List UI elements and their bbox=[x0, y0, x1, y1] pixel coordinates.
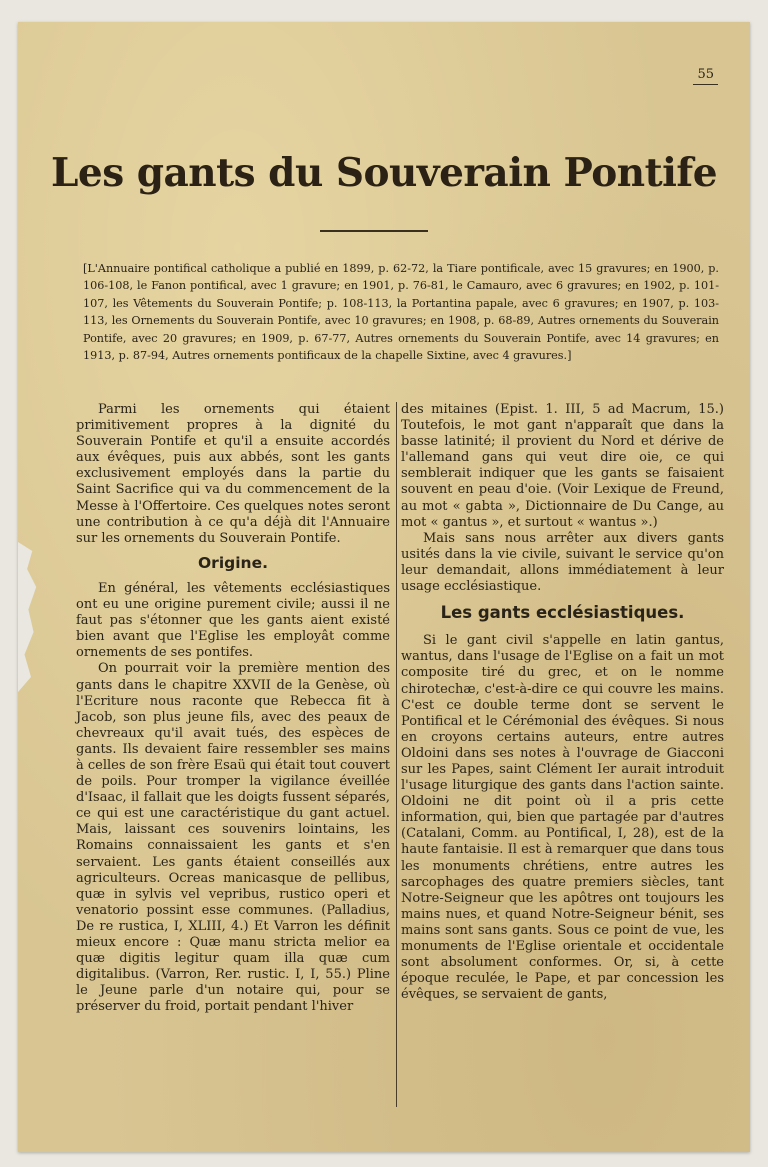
origine-paragraph-2: On pourrait voir la première mention des gants dans le chapitre XXVII de la Genèse, où l'Ecriture nous raconte que Rebecca fit à Jacob, son plus jeune fils, avec des peaux de chevreaux qu'il avait tués, des espèces de gants. Ils devaient faire ressembler ses mains à celles de son frère Esaü qui était tout couvert de poils. Pour tromper la vigilance éveillée d'Isaac, il fallait que les doigts fussent séparés, ce qui est une caractéristique du gant actuel. Mais, laissant ces souvenirs lointains, les Romains connaissaient les gants et s'en servaient. Les gants étaient conseillés aux agriculteurs. Ocreas manicasque de pellibus, quæ in sylvis vel vepribus, rustico operi et venatorio possint esse communes. (Palladius, De re rustica, I, XLIII, 4.) Et Varron les définit mieux encore : Quæ manu stricta melior ea quæ digitis legitur quam illa quæ cum digitalibus. (Varron, Rer. rustic. I, I, 55.) Pline le Jeune parle d'un notaire qui, pour se préserver du froid, portait pendant l'hiver bbox=[76, 661, 390, 1015]
ecclesiastical-paragraph: Si le gant civil s'appelle en latin gantus, wantus, dans l'usage de l'Eglise on a fait un mot composite tiré du grec, et on le nomme chirotechæ, c'est-à-dire ce qui couvre les mains. C'est ce double terme dont se servent le Pontifical et le Cérémonial des évêques. Si nous en croyons certains auteurs, entre autres Oldoini dans ses notes à l'ouvrage de Giacconi sur les Papes, saint Clément Ier aurait introduit l'usage liturgique des gants dans l'action sainte. Oldoini ne dit point où il a pris cette information, qui, bien que partagée par d'autres (Catalani, Comm. au Pontifical, I, 28), est de la haute fantaisie. Il est à remarquer que dans tous les monuments chrétiens, entre autres les sarcophages des quatre premiers siècles, tant Notre-Seigneur que les apôtres ont toujours les mains nues, et quand Notre-Seigneur bénit, ses mains sont sans gants. Sous ce point de vue, les monuments de l'Eglise orientale et occidentale sont absolument conformes. Or, si, à cette époque reculée, le Pape, et par concession les évêques, se servaient de gants, bbox=[401, 633, 724, 1003]
intro-paragraph: Parmi les ornements qui étaient primitivement propres à la dignité du Souverain Pontife et qu'il a ensuite accordés aux évêques, puis aux abbés, sont les gants exclusivement employés dans la partie du Saint Sacrifice qui va du commencement de la Messe à l'Offertoire. Ces quelques notes seront une contribution à ce qu'a déjà dit l'Annuaire sur les ornements du Souverain Pontife. bbox=[76, 402, 390, 546]
transition-paragraph: Mais sans nous arrêter aux divers gants usités dans la vie civile, suivant le service qu'on leur demandait, allons immédiatement à leur usage ecclésiastique. bbox=[401, 530, 724, 595]
page-title: Les gants du Souverain Pontife bbox=[50, 150, 718, 196]
column-divider bbox=[396, 402, 397, 1107]
right-column bbox=[401, 402, 724, 1003]
section-heading-origine: Origine. bbox=[198, 553, 268, 572]
continued-paragraph: des mitaines (Epist. 1. III, 5 ad Macrum, 15.) Toutefois, le mot gant n'apparaît que dans la basse latinité; il provient du Nord et dérive de l'allemand gans qui veut dire oie, ce qui semblerait indiquer que les gants se faisaient souvent en peau d'oie. (Voir Lexique de Freund, au mot « gabta », Dictionnaire de Du Cange, au mot « gantus », et surtout « wantus ».) bbox=[401, 402, 724, 530]
editorial-notice: [L'Annuaire pontifical catholique a publié en 1899, p. 62-72, la Tiare pontificale, avec 15 gravures; en 1900, p. 106-108, le Fanon pontifical, avec 1 gravure; en 1901, p. 76-81, le Camauro, avec 6 gravures; en 1902, p. 101-107, les Vêtements du Souverain Pontife; p. 108-113, la Portantina papale, avec 6 gravures; en 1907, p. 103-113, les Ornements du Souverain Pontife, avec 10 gravures; en 1908, p. 68-89, Autres ornements du Souverain Pontife, avec 20 gravures; en 1909, p. 67-77, Autres ornements du Souverain Pontife, avec 14 gravures; en 1913, p. 87-94, Autres ornements pontificaux de la chapelle Sixtine, avec 4 gravures.] bbox=[83, 262, 719, 363]
section-heading-gants-ecclesiastiques: Les gants ecclésiastiques. bbox=[440, 603, 685, 623]
document-page bbox=[18, 22, 750, 1152]
title-divider bbox=[320, 230, 428, 232]
page-number: 55 bbox=[693, 67, 718, 85]
origine-paragraph-1: En général, les vêtements ecclésiastiques ont eu une origine purement civile; aussi il ne faut pas s'étonner que les gants aient existé bien avant que l'Eglise les employât comme ornements de ses pontifes. bbox=[76, 580, 390, 661]
left-column bbox=[76, 402, 390, 1015]
torn-edge bbox=[18, 542, 44, 692]
